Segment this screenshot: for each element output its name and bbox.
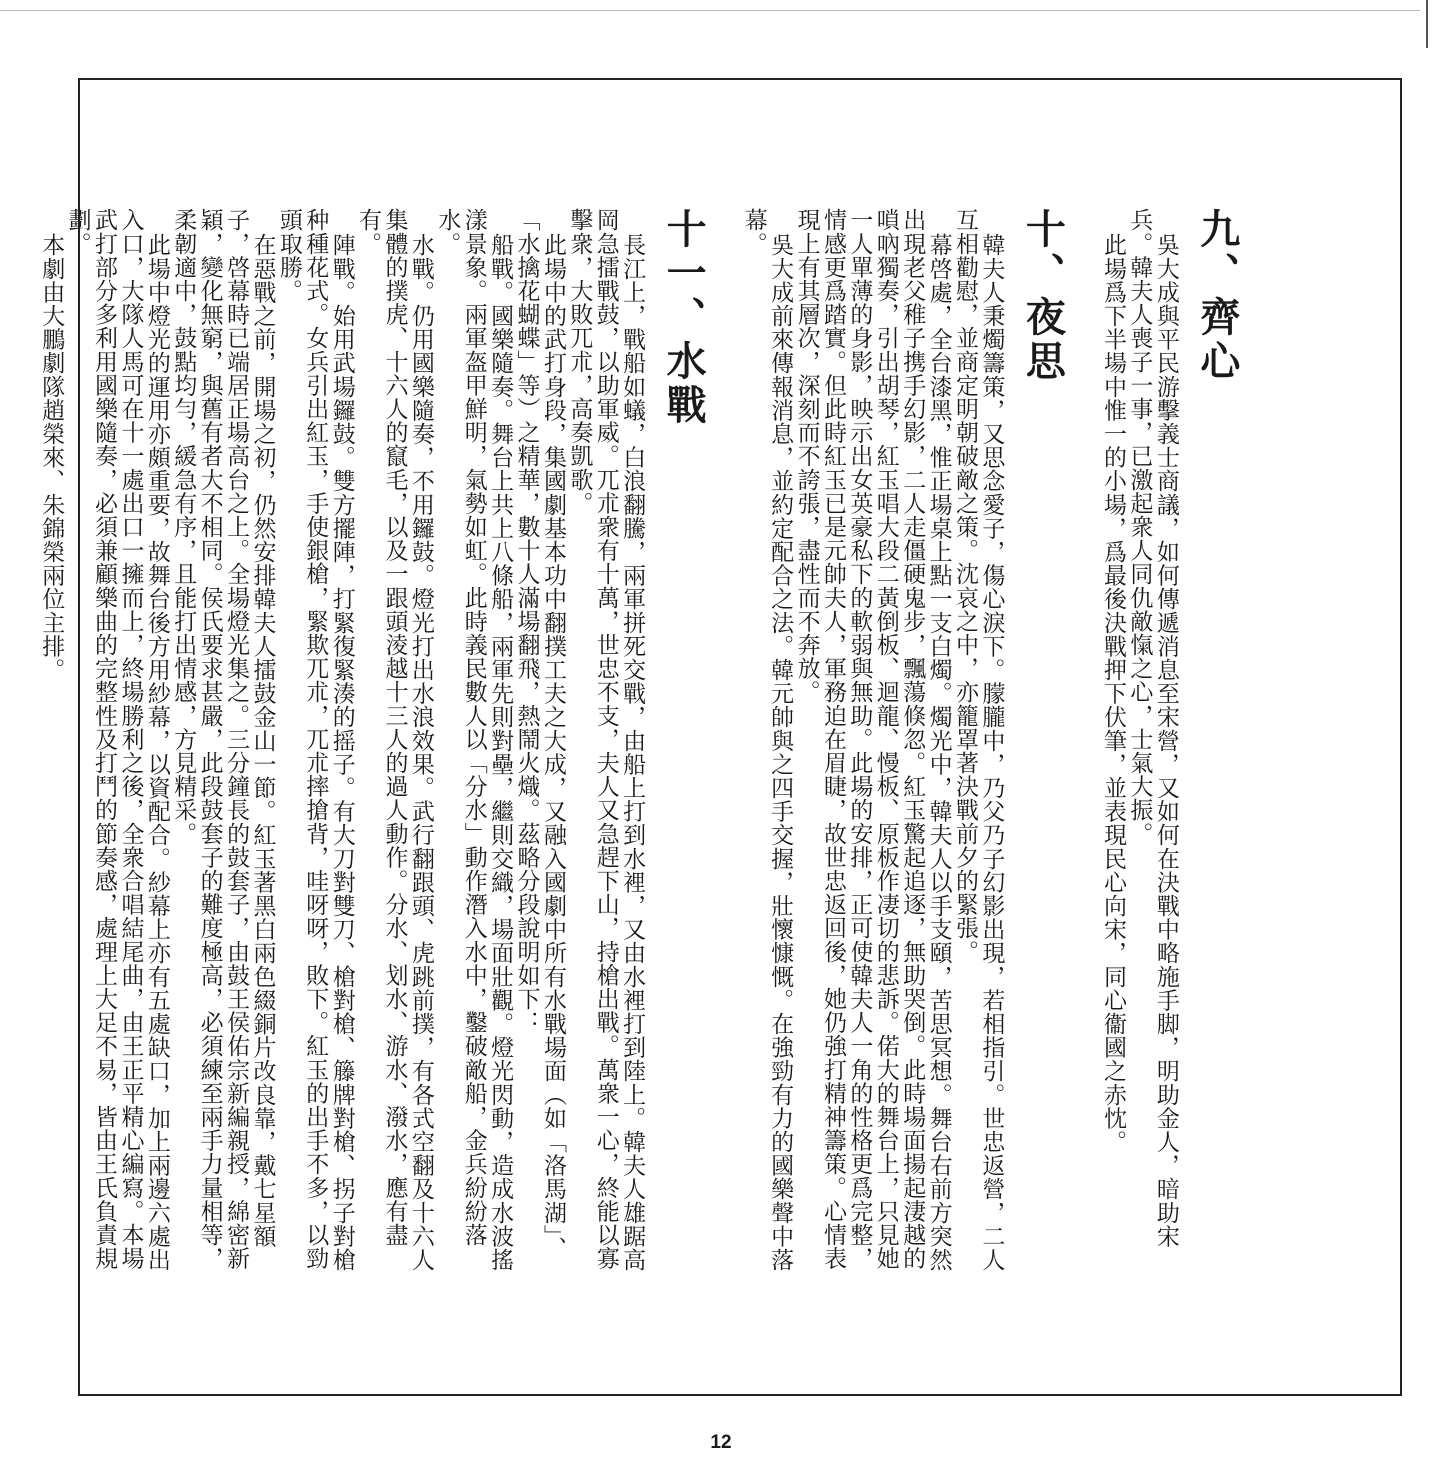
paragraph: 此場中燈光的運用亦頗重要，故舞台後方用紗幕，以資配合。紗幕上亦有五處缺口，加上兩邊六處出入口，大隊人馬可在十一處出口一擁而上，終場勝利之後，全衆合唱結尾曲，由王正平精心編寫。本場武打部分多利用國樂隨奏，必須兼顧樂曲的完整性及打鬥的節奏感，處理上大足不易，皆由王氏負責規劃。	[64, 208, 170, 1272]
paragraph: 此場爲下半場中惟一的小場，爲最後決戰押下伏筆，並表現民心向宋，同心衞國之赤忱。	[1100, 233, 1126, 1154]
paragraph: 本劇由大鵬劇隊趙榮來、朱錦榮兩位主排。	[38, 233, 65, 682]
paragraph: 此場中的武打身段，集國劇基本功中翻撲工夫之大成，又融入國劇中所有水戰場面（如「洛馬湖」、「水擒花蝴蝶」等）之精華，數十人滿場翻飛，熱鬧火熾。茲略分段說明如下：	[513, 208, 566, 1261]
vertical-text-body	[38, 208, 1274, 1288]
paragraph: 韓夫人秉燭籌策，又思念愛子，傷心淚下。朦朧中，乃父乃子幻影出現，若相指引。世忠返營，二人互相勸慰，並商定明朝破敵之策。沈哀之中，亦籠罩著決戰前夕的緊張。	[952, 208, 1005, 1272]
paragraph: 船戰。國樂隨奏。舞台上共上八條船，兩軍先則對壘，繼則交織，場面壯觀。燈光閃動，造成水波搖漾景象。兩軍盔甲鮮明，氣勢如虹。此時義民數人以「分水」動作潛入水中，鑿破敵船，金兵紛紛落水。	[434, 208, 514, 1272]
section-heading: 十一、水戰	[660, 208, 708, 428]
paragraph: 水戰。仍用國樂隨奏，不用鑼鼓。燈光打出水浪效果。武行翻跟頭、虎跳前撲，有各式空翻及十六人集體的撲虎、十六人的竄毛，以及一跟頭淩越十三人的過人動作。分水、划水、游水、潑水，應有盡有。	[355, 208, 434, 1272]
paragraph: 幕啓處，全台漆黑，惟正場桌上點一支白燭。燭光中，韓夫人以手支頤，苦思冥想。舞台右前方突然出現老父稚子携手幻影，二人走僵硬鬼步，飄蕩倏忽。紅玉驚起追逐，無助哭倒。此時場面揚起淒越的嗩吶獨奏，引出胡琴，紅玉唱大段二黃倒板、迴龍、慢板、原板作凄切的悲訴。偌大的舞台上，只見她一人單薄的身影，映示出女英豪私下的軟弱與無助。此場的安排，正可使韓夫人一角的性格更爲完整，情感更爲踏實。但此時紅玉已是元帥夫人，軍務迫在眉睫，故世忠返回後，她仍強打精神籌策。心情表現上有其層次，深刻而不誇張，盡性而不奔放。	[793, 208, 952, 1272]
paragraph: 在惡戰之前，開場之初，仍然安排韓夫人擂鼓金山一節。紅玉著黑白兩色綴銅片改良靠，戴七星額子，啓幕時已端居正場高台之上。全場燈光集之。三分鐘長的鼓套子，由鼓王侯佑宗新編親授，綿密新穎，變化無窮，與舊有者大不相同。侯氏要求甚嚴，此段鼓套子的難度極高，必須練至兩手力量相等，柔韌適中，鼓點均勻，緩急有序，且能打出情感，方見精采。	[170, 208, 276, 1270]
section-ten	[740, 208, 1066, 1288]
paragraph: 吳大成前來傳報消息，並約定配合之法。韓元帥與之四手交握，壯懷慷慨。在強勁有力的國樂聲中落幕。	[740, 208, 794, 1272]
section-nine	[1100, 208, 1241, 1288]
page-number: 12	[710, 1432, 732, 1453]
scan-top-rule	[0, 10, 1420, 11]
paragraph: 長江上，戰船如蟻，白浪翻騰，兩軍拼死交戰，由船上打到水裡，又由水裡打到陸上。韓夫人雄踞高岡急擂戰鼓，以助軍威。兀朮衆有十萬，世忠不支，夫人又急趕下山，持槍出戰。萬衆一心，終能以寡擊衆，大敗兀朮，高奏凱歌。	[566, 208, 646, 1272]
section-heading: 十、夜思	[1019, 208, 1067, 384]
section-eleven	[38, 208, 707, 1288]
scan-right-edge	[1426, 0, 1428, 48]
paragraph: 吳大成與平民游擊義士商議，如何傳遞消息至宋營，又如何在決戰中略施手脚，明助金人，暗助宋兵。韓夫人喪子一事，已激起衆人同仇敵愾之心，士氣大振。	[1126, 208, 1179, 1249]
section-heading: 九、齊心	[1193, 208, 1241, 384]
paragraph: 陣戰。始用武場鑼鼓。雙方擺陣，打緊復緊湊的摇子。有大刀對雙刀、槍對槍、籐牌對槍、拐子對槍种種花式。女兵引出紅玉，手使銀槍，緊欺兀朮，兀朮摔搶背，哇呀呀，敗下。紅玉的出手不多，以勁頭取勝。	[275, 208, 355, 1272]
